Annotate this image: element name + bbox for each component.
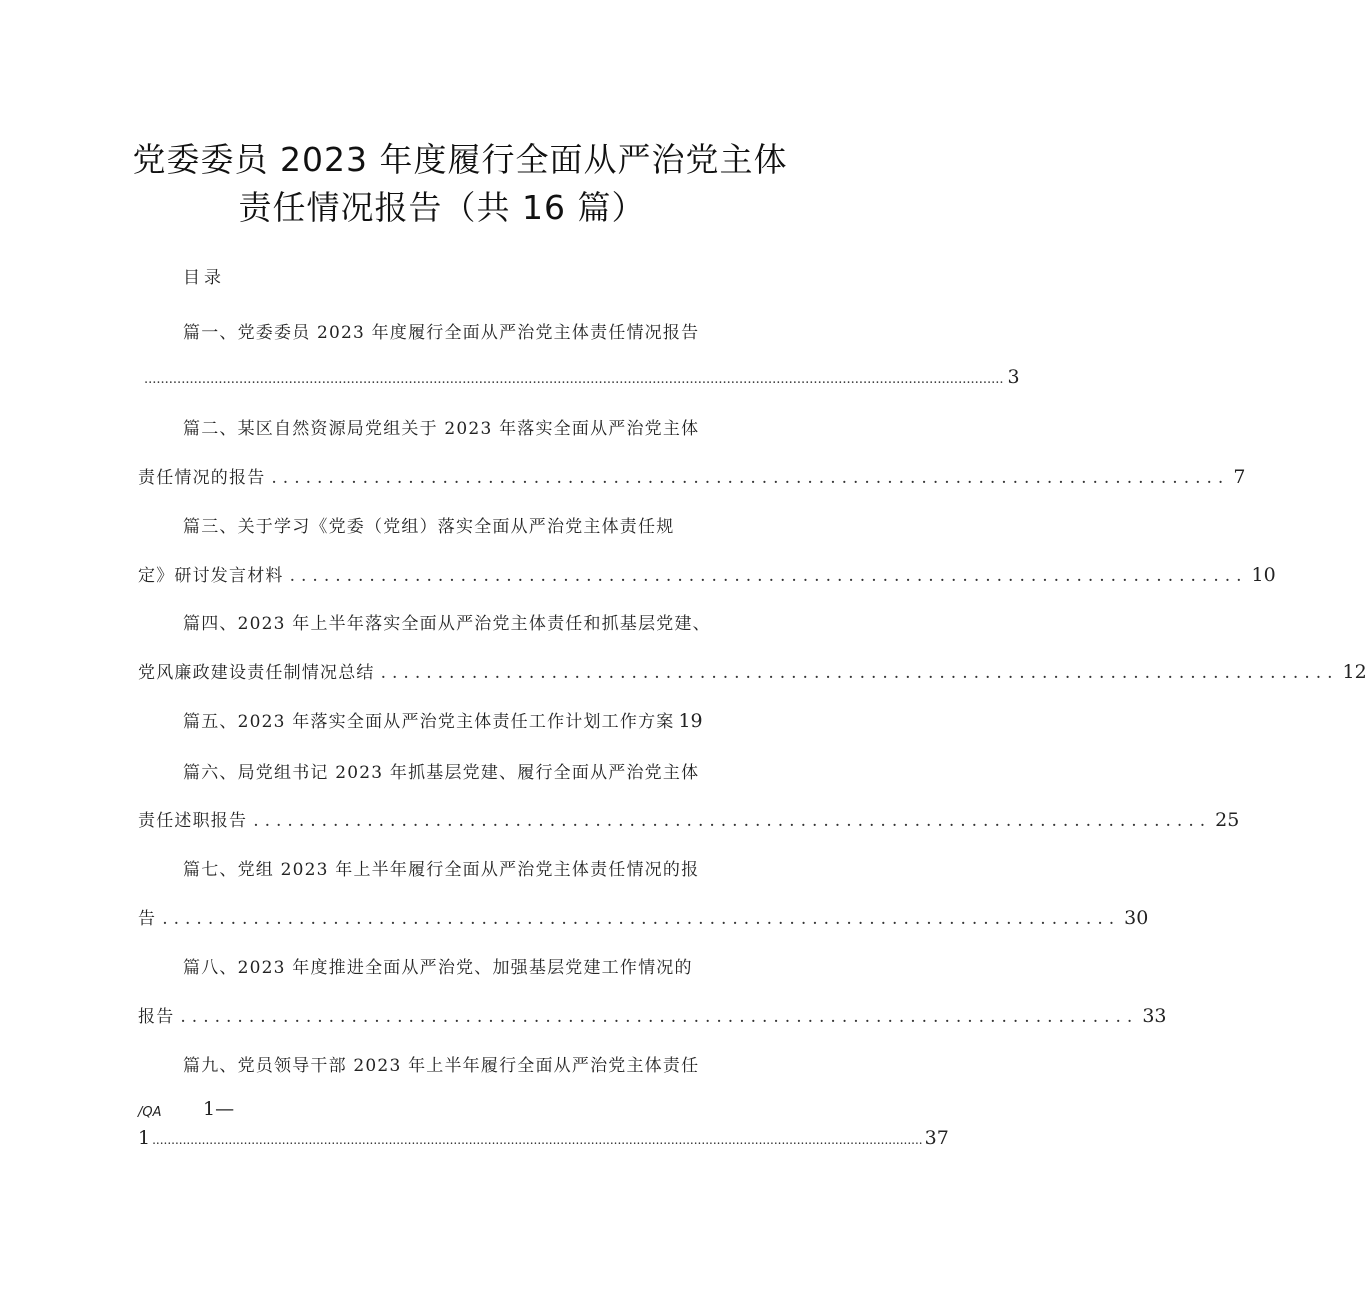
- dot-leader: ....................................................................................: [180, 1007, 1139, 1027]
- document-title-line-1: 党委委员 2023 年度履行全面从严治党主体: [132, 140, 788, 179]
- toc-entry-3-page: 10: [1251, 564, 1276, 586]
- toc-entry-4-page: 12: [1342, 661, 1367, 683]
- toc-entry-7-continuation: 告: [138, 909, 157, 929]
- toc-entry-5[interactable]: [183, 707, 743, 732]
- document-title-line-2: 责任情况报告（共 16 篇）: [238, 188, 646, 227]
- toc-entry-4-leader[interactable]: [138, 658, 1367, 683]
- dot-leader: ....................................................................................: [271, 468, 1230, 488]
- bottom-left-number: 1: [138, 1127, 151, 1149]
- toc-entry-9-page: 37: [924, 1127, 949, 1149]
- toc-entry-6-title[interactable]: 篇六、局党组书记 2023 年抓基层党建、履行全面从严治党主体: [183, 763, 700, 783]
- toc-entry-3-continuation: 定》研讨发言材料: [138, 566, 284, 586]
- dot-leader: ................................................................................................................................................................................................................: [144, 372, 1004, 387]
- toc-heading: 目录: [183, 268, 225, 288]
- toc-entry-6-continuation: 责任述职报告: [138, 811, 248, 831]
- toc-entry-5-title: 篇五、2023 年落实全面从严治党主体责任工作计划工作方案: [183, 712, 675, 732]
- toc-entry-4-title[interactable]: 篇四、2023 年上半年落实全面从严治党主体责任和抓基层党建、: [183, 614, 711, 634]
- dot-leader: ..........................................................................................................................................................................................................: [152, 1133, 923, 1147]
- toc-entry-2-leader[interactable]: [138, 463, 1246, 488]
- toc-entry-1-title[interactable]: 篇一、党委委员 2023 年度履行全面从严治党主体责任情况报告: [183, 323, 700, 343]
- toc-entry-8-title[interactable]: 篇八、2023 年度推进全面从严治党、加强基层党建工作情况的: [183, 958, 693, 978]
- toc-entry-9-title[interactable]: 篇九、党员领导干部 2023 年上半年履行全面从严治党主体责任: [183, 1056, 700, 1076]
- dot-leader: ....................................................................................: [380, 663, 1339, 683]
- toc-entry-8-page: 33: [1142, 1005, 1167, 1027]
- toc-entry-3-title[interactable]: 篇三、关于学习《党委（党组）落实全面从严治党主体责任规: [183, 517, 675, 537]
- footer-mark: /QA: [138, 1105, 162, 1120]
- toc-entry-9-leader[interactable]: [138, 1127, 949, 1149]
- dot-leader: ....................................................................................: [289, 566, 1248, 586]
- toc-entry-2-page: 7: [1233, 466, 1246, 488]
- dot-leader: ....................................................................................: [253, 811, 1212, 831]
- toc-entry-8-continuation: 报告: [138, 1007, 175, 1027]
- toc-entry-1-leader[interactable]: [138, 366, 1020, 388]
- toc-entry-7-page: 30: [1124, 907, 1149, 929]
- toc-entry-3-leader[interactable]: [138, 561, 1276, 586]
- toc-entry-2-continuation: 责任情况的报告: [138, 468, 266, 488]
- dot-leader: ....................................................................................: [162, 909, 1121, 929]
- toc-entry-1-page: 3: [1007, 366, 1020, 388]
- footer-page-label: 1—: [203, 1098, 235, 1120]
- toc-entry-7-title[interactable]: 篇七、党组 2023 年上半年履行全面从严治党主体责任情况的报: [183, 860, 700, 880]
- toc-entry-8-leader[interactable]: [138, 1002, 1167, 1027]
- toc-entry-2-title[interactable]: 篇二、某区自然资源局党组关于 2023 年落实全面从严治党主体: [183, 419, 700, 439]
- toc-entry-5-page: 19: [678, 710, 703, 732]
- toc-entry-6-page: 25: [1215, 809, 1240, 831]
- toc-entry-7-leader[interactable]: [138, 904, 1149, 929]
- toc-entry-4-continuation: 党风廉政建设责任制情况总结: [138, 663, 375, 683]
- toc-entry-6-leader[interactable]: [138, 806, 1240, 831]
